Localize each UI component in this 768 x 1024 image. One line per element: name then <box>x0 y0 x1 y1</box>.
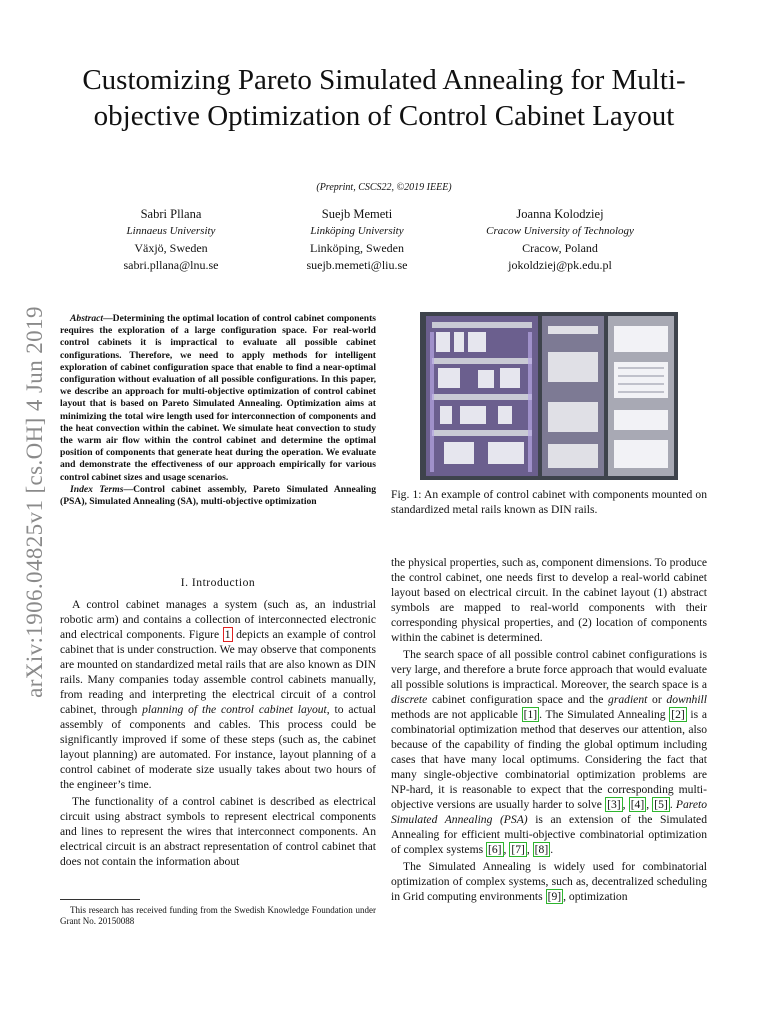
citation-link[interactable]: [5] <box>654 798 668 811</box>
citation-link[interactable]: [1] <box>523 708 538 721</box>
emphasis-text: Pareto Simulated Annealing (PSA) <box>391 798 708 826</box>
abstract <box>60 313 376 508</box>
intro-paragraph <box>391 647 707 857</box>
emphasis-text: discrete <box>391 693 428 706</box>
index-terms-paragraph <box>60 484 376 508</box>
figure-reference-link[interactable]: 1 <box>224 628 231 641</box>
text-run: is an extension of the Simulated Annealing for efficient multi-objective combinatorial optimization of complex systems <box>391 813 707 856</box>
paper-title: Customizing Pareto Simulated Annealing for Multi-objective Optimization of Control Cabinet Layout <box>82 64 686 132</box>
text-run: , to actual assembly of components and cables. This process could be significantly improved if some of these steps (such as, the cabinet layout planning) are automated. For instance, layout planning of a control cabinet of moderate size usually takes about two hours of the engineer’s time. <box>60 703 376 791</box>
intro-paragraph: The functionality of a control cabinet is described as electrical circuit using abstract symbols to represent electrical components and lines to represent the wires that interconnect components. An electrical circuit is an abstract representation of control cabinet that does not contain the information about <box>60 795 376 868</box>
intro-paragraph: the physical properties, such as, component dimensions. To produce the control cabinet, one needs first to develop a real-world cabinet layout based on electrical circuit. In the cabinet layout (1) abstract symbols are mapped to real-world components with their corresponding physical properties, and (2) location of components within the cabinet is determined. <box>391 556 707 644</box>
author-name: Suejb Memeti <box>321 207 393 221</box>
author-email[interactable]: jokoldziej@pk.edu.pl <box>508 258 612 272</box>
emphasis-text: planning of the control cabinet layout <box>142 703 327 716</box>
author-block <box>460 206 660 274</box>
text-run: , <box>503 843 510 856</box>
author-email[interactable]: sabri.pllana@lnu.se <box>123 258 219 272</box>
control-cabinet-photo <box>420 312 678 480</box>
emphasis-text: downhill <box>666 693 707 706</box>
citation-link[interactable]: [9] <box>547 890 562 903</box>
author-city: Cracow, Poland <box>522 241 598 255</box>
arxiv-identifier-text: arXiv:1906.04825v1 [cs.OH] 4 Jun 2019 <box>22 306 47 698</box>
author-block <box>96 206 246 274</box>
text-run: . <box>550 843 554 856</box>
author-affiliation: Cracow University of Technology <box>486 225 634 237</box>
introduction-left-column <box>60 597 376 871</box>
text-run: , optimization <box>563 890 628 903</box>
abstract-text: —Determining the optimal location of control cabinet components requires the exploration of a large configuration space. For real-world control cabinets it is impractical to evaluate all possible cabinet configurations. Therefore, we need to apply methods for intelligent exploration of cabinet configuration space that enable to find a near-optimal configuration without evaluation of all possible configurations. In this paper, we describe an approach for multi-objective optimization of control cabinet layout that is based on Pareto Simulated Annealing. Optimization aims at minimizing the total wire length used for interconnection of components and the heat convection within the cabinet. We simulate heat convection to study the warm air flow within the control cabinet and determine the optimal position of components that generate heat during the operation. We evaluate and demonstrate the effectiveness of our approach empirically for various control cabinet sizes and usage scenarios. <box>60 313 376 483</box>
citation-link[interactable]: [2] <box>671 708 685 721</box>
text-run: . The Simulated Annealing <box>539 708 670 721</box>
text-run: . <box>669 798 676 811</box>
text-run: The search space of all possible control cabinet configurations is very large, and therefore a brute force approach that would evaluate all possible solutions is impractical. Moreover, the search space is a <box>391 648 707 691</box>
text-run: cabinet configuration space and the <box>427 693 609 706</box>
figure-caption: Fig. 1: An example of control cabinet with components mounted on standardized metal rails known as DIN rails. <box>391 488 707 516</box>
index-terms-label: Index Terms <box>70 483 124 495</box>
text-run: The Simulated Annealing is widely used for combinatorial optimization of complex systems, such as, decentralized scheduling in Grid computing environments <box>391 860 707 903</box>
introduction-right-column <box>391 555 707 906</box>
section-heading-introduction: I. Introduction <box>180 576 256 589</box>
text-run: methods are not applicable <box>391 708 522 721</box>
author-city: Växjö, Sweden <box>134 241 208 255</box>
text-run: , <box>646 798 653 811</box>
text-run: A control cabinet manages a system (such as, an industrial robotic arm) and contains a collection of interconnected electronic and electrical components. Figure <box>60 598 376 641</box>
index-terms-text: —Control cabinet assembly, Pareto Simulated Annealing (PSA), Simulated Annealing (SA), multi-objective optimization <box>60 483 376 508</box>
abstract-paragraph <box>60 313 376 484</box>
abstract-label: Abstract <box>70 313 104 324</box>
citation-link[interactable]: [4] <box>630 798 645 811</box>
control-cabinet-illustration <box>420 312 678 480</box>
footnote-divider <box>60 899 140 900</box>
citation-link[interactable]: [6] <box>488 843 502 856</box>
author-affiliation: Linköping University <box>310 225 404 237</box>
intro-paragraph <box>60 597 376 792</box>
preprint-note: (Preprint, CSCS22, ©2019 IEEE) <box>316 182 452 193</box>
author-name: Sabri Pllana <box>140 207 202 221</box>
text-run: , <box>622 798 629 811</box>
citation-link[interactable]: [3] <box>607 798 621 811</box>
arxiv-identifier-stamp <box>18 282 52 722</box>
author-city: Linköping, Sweden <box>310 241 404 255</box>
intro-paragraph <box>391 859 707 904</box>
funding-footnote: This research has received funding from the Swedish Knowledge Foundation under Grant No. 20150088 <box>60 905 376 927</box>
citation-link[interactable]: [8] <box>534 843 549 856</box>
text-run: depicts an example of control cabinet that is under construction. We may observe that components are mounted on standardized metal rails that are also known as DIN rails. Many companies today assemble control cabinets manually, from reading and interpreting the electrical circuit of a control cabinet, through <box>60 628 376 716</box>
citation-link[interactable]: [7] <box>511 843 525 856</box>
author-affiliation: Linnaeus University <box>126 225 216 237</box>
text-run: or <box>647 693 667 706</box>
text-run: is a combinatorial optimization method that deserves our attention, also because of the capability of finding the global optimum including cases that have many local optimums. Considering the fact that many single-objective combinatorial optimization problems are NP-hard, it is reasonable to expect that the corresponding multi-objective versions are usually harder to solve <box>391 708 707 811</box>
author-name: Joanna Kolodziej <box>516 207 604 221</box>
text-run: , <box>526 843 533 856</box>
author-email[interactable]: suejb.memeti@liu.se <box>306 258 408 272</box>
emphasis-text: gradient <box>608 693 648 706</box>
author-block <box>282 206 432 274</box>
